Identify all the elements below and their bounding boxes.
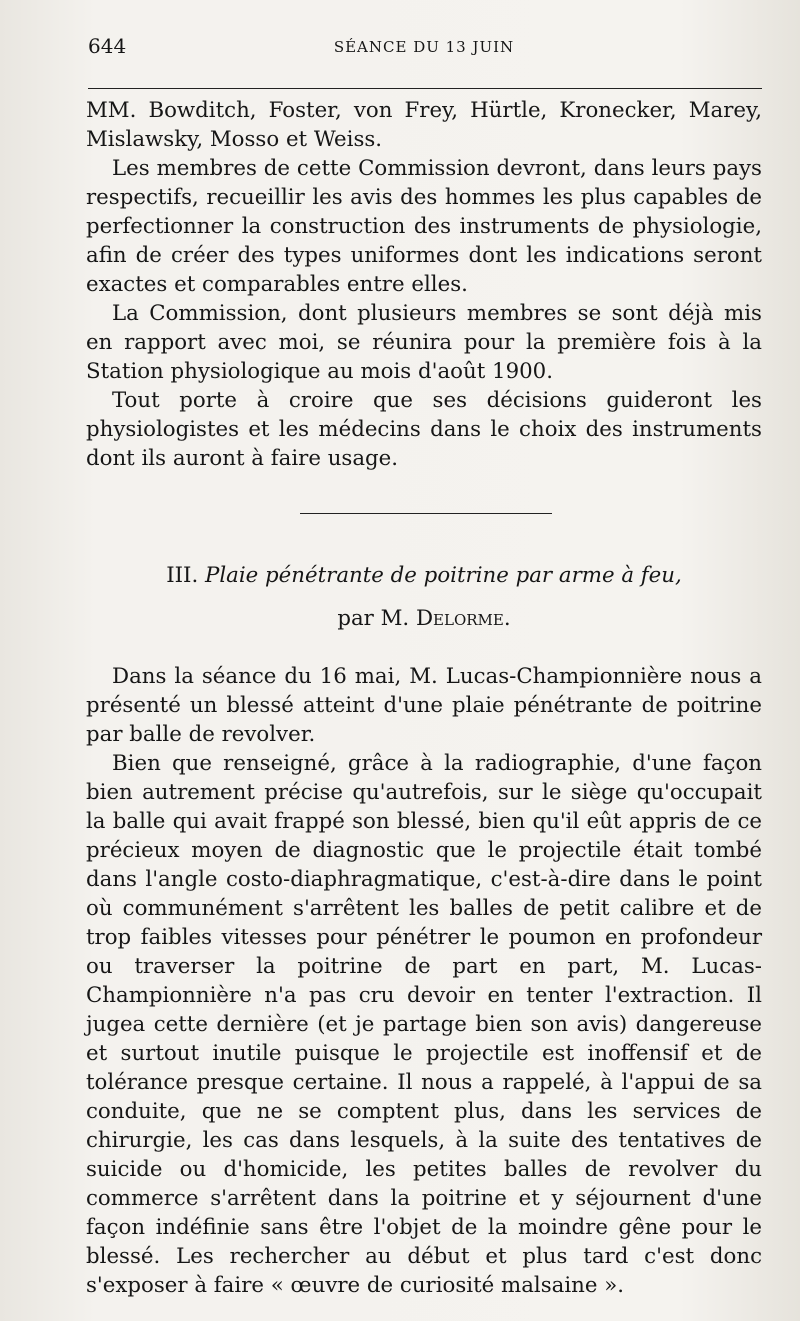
paragraph: MM. Bowditch, Foster, von Frey, Hürtle, Kronecker, Marey, Mislawsky, Mosso et Weiss.: [86, 98, 762, 152]
section-title: Plaie pénétrante de poitrine par arme à feu,: [205, 563, 682, 588]
header-rule: [88, 88, 762, 89]
paragraph: Tout porte à croire que ses décisions guideront les physiologistes et les médecins dans le choix des instruments dont ils auront à faire usage.: [86, 388, 762, 471]
paragraph: Les membres de cette Commission devront, dans leurs pays respectifs, recueillir les avis des hommes les plus capables de perfectionner la construction des instruments de physiologie, afin de créer des types uniformes dont les indications seront exactes et comparables entre elles.: [86, 156, 762, 297]
page-number: 644: [88, 34, 127, 58]
section-divider: [300, 513, 552, 514]
paragraph: Dans la séance du 16 mai, M. Lucas-Championnière nous a présenté un blessé atteint d'une plaie pénétrante de poitrine par balle de revolver.: [86, 664, 762, 747]
byline-prefix: par M.: [337, 606, 410, 631]
author-name: Delorme.: [415, 606, 511, 631]
section-byline: [86, 604, 762, 633]
paragraph: La Commission, dont plusieurs membres se sont déjà mis en rapport avec moi, se réunira pour la première fois à la Station physiologique au mois d'août 1900.: [86, 301, 762, 384]
section-heading: [86, 561, 762, 590]
running-title: SÉANCE DU 13 JUIN: [333, 38, 515, 56]
page-header: [88, 34, 760, 64]
section-number: III.: [166, 563, 199, 588]
article-body: [86, 662, 762, 1300]
paragraph: Bien que renseigné, grâce à la radiographie, d'une façon bien autrement précise qu'autrefois, sur le siège qu'occupait la balle qui avait frappé son blessé, bien qu'il eût appris de ce précieux moyen de diagnostic que le projectile était tombé dans l'angle costo-diaphragmatique, c'est-à-dire dans le point où communément s'arrêtent les balles de petit calibre et de trop faibles vitesses pour pénétrer le poumon en profondeur ou traverser la poitrine de part en part, M. Lucas-Championnière n'a pas cru devoir en tenter l'extraction. Il jugea cette dernière (et je partage bien son avis) dangereuse et surtout inutile puisque le projectile est inoffensif et de tolérance presque certaine. Il nous a rappelé, à l'appui de sa conduite, que ne se comptent plus, dans les services de chirurgie, les cas dans lesquels, à la suite des tentatives de suicide ou d'homicide, les petites balles de revolver du commerce s'arrêtent dans la poitrine et y séjournent d'une façon indéfinie sans être l'objet de la moindre gêne pour le blessé. Les rechercher au début et plus tard c'est donc s'exposer à faire « œuvre de curiosité malsaine ».: [86, 751, 762, 1298]
continued-text: [86, 96, 762, 473]
